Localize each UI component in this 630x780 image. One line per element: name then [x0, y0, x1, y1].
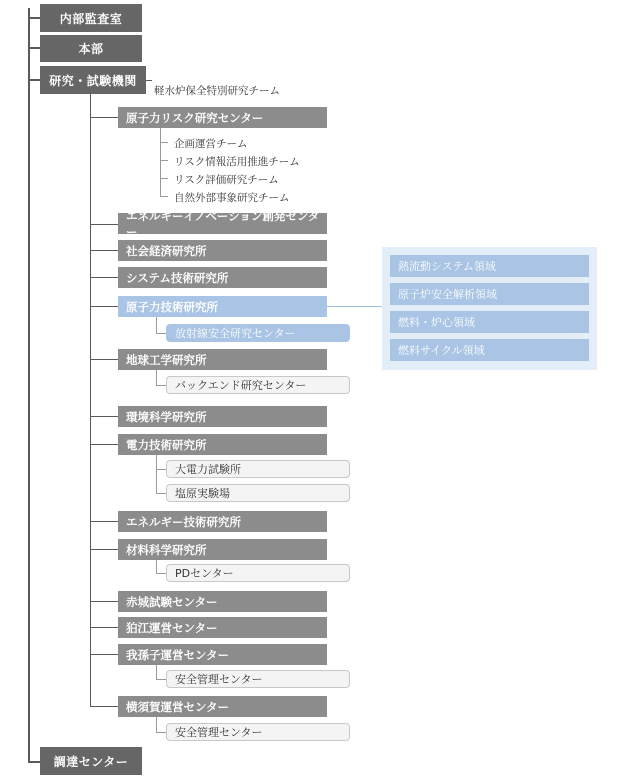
field-panel-connector	[327, 306, 382, 307]
socio-economic-box[interactable]: 社会経済研究所	[118, 240, 327, 261]
nrrc-team-branch	[160, 196, 168, 197]
field-reactor-safety[interactable]: 原子炉安全解析領域	[390, 283, 589, 305]
lwr-team-connector	[146, 80, 152, 81]
main-trunk-line	[28, 8, 30, 762]
akagi-box[interactable]: 赤城試験センター	[118, 591, 327, 612]
connector-abiko-safety-h	[156, 679, 166, 680]
geoscience-box[interactable]: 地球工学研究所	[118, 349, 327, 370]
headquarters-box[interactable]: 本部	[40, 35, 142, 62]
komae-box[interactable]: 狛江運営センター	[118, 617, 327, 638]
branch-akagi	[90, 601, 118, 602]
branch-system-engineering	[90, 277, 118, 278]
branch-nuclear-technology	[90, 306, 118, 307]
field-fuel-core[interactable]: 燃料・炉心領域	[390, 311, 589, 333]
branch-materials-science	[90, 549, 118, 550]
connector-shiobara-h	[156, 493, 166, 494]
yokosuka-safety-box[interactable]: 安全管理センター	[166, 723, 350, 741]
research-trunk-line	[90, 92, 91, 707]
system-engineering-box[interactable]: システム技術研究所	[118, 267, 327, 288]
electric-power-box[interactable]: 電力技術研究所	[118, 434, 327, 455]
branch-energy-technology	[90, 521, 118, 522]
pd-center-box[interactable]: PDセンター	[166, 564, 350, 582]
yokosuka-box[interactable]: 横須賀運営センター	[118, 696, 327, 717]
nrrc-team-branch	[160, 142, 168, 143]
connector-yokosuka-safety	[156, 717, 157, 733]
branch-headquarters	[28, 47, 40, 49]
nrrc-box[interactable]: 原子力リスク研究センター	[118, 107, 327, 128]
connector-pd-h	[156, 573, 166, 574]
branch-yokosuka	[90, 706, 118, 707]
branch-komae	[90, 627, 118, 628]
branch-energy-innovation	[90, 224, 118, 225]
energy-technology-box[interactable]: エネルギー技術研究所	[118, 511, 327, 532]
field-thermal-hydraulics[interactable]: 熱流動システム領域	[390, 255, 589, 277]
branch-socio-economic	[90, 250, 118, 251]
connector-yokosuka-safety-h	[156, 732, 166, 733]
nrrc-team-branch	[160, 160, 168, 161]
nrrc-team-4: 自然外部事象研究チーム	[174, 192, 290, 204]
connector-radiation-safety-h	[156, 333, 166, 334]
nrrc-team-trunk	[160, 128, 161, 196]
branch-nrrc	[90, 117, 118, 118]
high-power-lab-box[interactable]: 大電力試験所	[166, 460, 350, 478]
connector-backend-h	[156, 385, 166, 386]
connector-high-power-h	[156, 469, 166, 470]
materials-science-box[interactable]: 材料科学研究所	[118, 539, 327, 560]
branch-abiko	[90, 654, 118, 655]
connector-electric-subs	[156, 455, 157, 494]
connector-backend	[156, 370, 157, 386]
branch-geoscience	[90, 359, 118, 360]
nrrc-team-branch	[160, 178, 168, 179]
internal-audit-box[interactable]: 内部監査室	[40, 4, 142, 32]
nrrc-team-3: リスク評価研究チーム	[174, 174, 279, 186]
energy-innovation-box[interactable]: エネルギーイノベーション創発センター	[118, 213, 327, 234]
radiation-safety-box[interactable]: 放射線安全研究センター	[166, 324, 350, 342]
abiko-box[interactable]: 我孫子運営センター	[118, 644, 327, 665]
connector-radiation-safety	[156, 317, 157, 334]
nrrc-team-2: リスク情報活用推進チーム	[174, 156, 300, 168]
abiko-safety-box[interactable]: 安全管理センター	[166, 670, 350, 688]
branch-internal-audit	[28, 17, 40, 19]
branch-research	[28, 79, 40, 81]
backend-box[interactable]: バックエンド研究センター	[166, 376, 350, 394]
branch-procurement	[28, 761, 40, 763]
lwr-team-label: 軽水炉保全特別研究チーム	[154, 85, 280, 97]
procurement-box[interactable]: 調達センター	[40, 747, 142, 775]
field-fuel-cycle[interactable]: 燃料サイクル領域	[390, 339, 589, 361]
connector-abiko-safety	[156, 665, 157, 680]
nrrc-team-1: 企画運営チーム	[174, 138, 248, 150]
connector-pd	[156, 560, 157, 574]
shiobara-lab-box[interactable]: 塩原実験場	[166, 484, 350, 502]
research-institutes-box[interactable]: 研究・試験機関	[40, 66, 146, 94]
nuclear-technology-box[interactable]: 原子力技術研究所	[118, 296, 327, 317]
branch-environmental-science	[90, 416, 118, 417]
branch-electric-power	[90, 444, 118, 445]
environmental-science-box[interactable]: 環境科学研究所	[118, 406, 327, 427]
